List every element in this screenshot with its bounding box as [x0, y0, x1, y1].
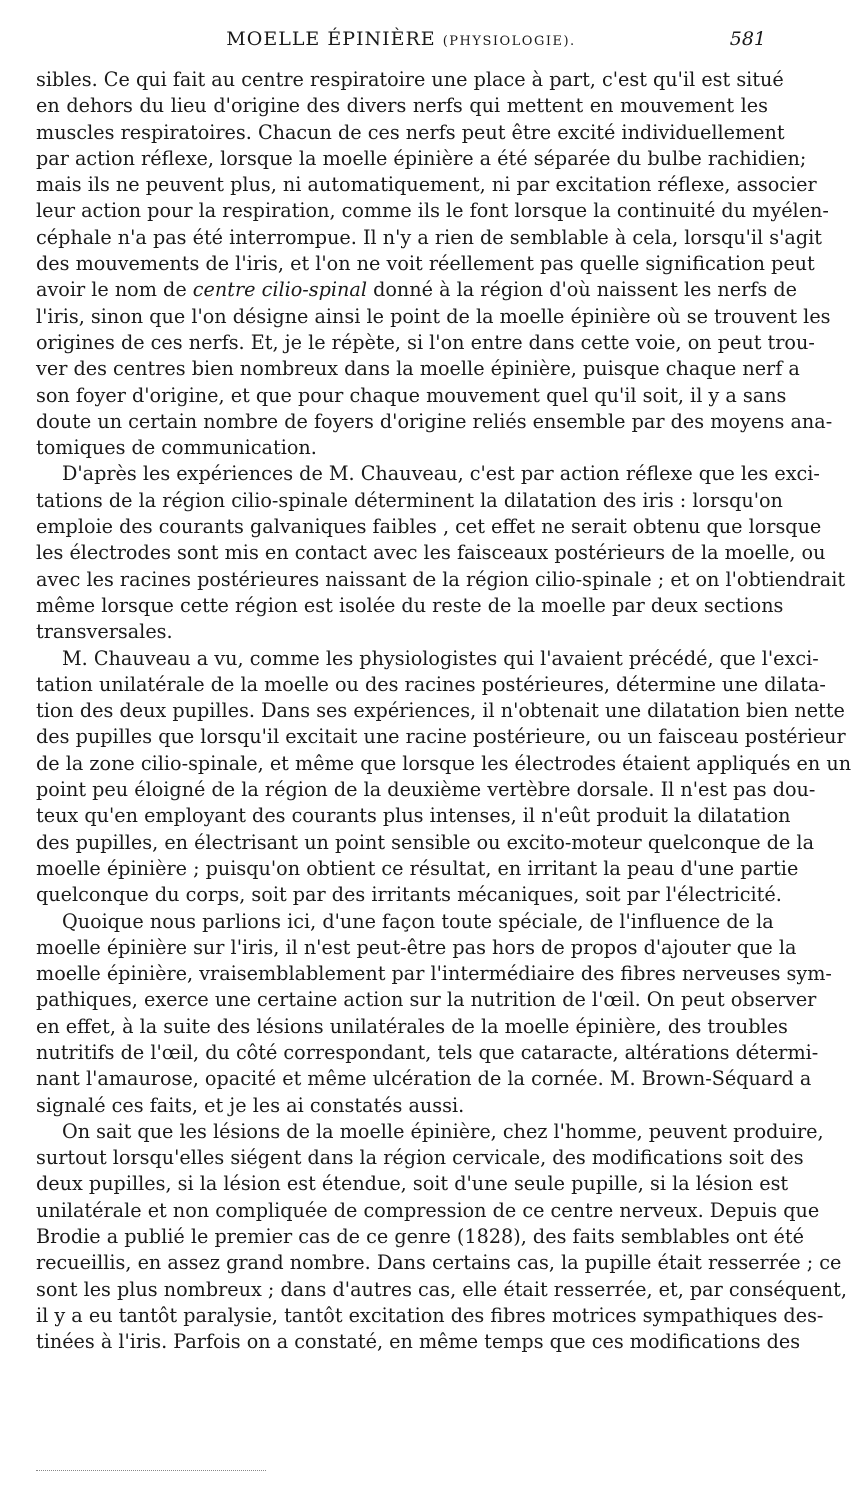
paragraph	[36, 909, 832, 1119]
page-number: 581	[729, 28, 766, 50]
running-title	[36, 28, 766, 50]
text-line: avec les racines postérieures naissant de la région cilio-spinale ; et on l'obtiendrait	[36, 567, 846, 591]
running-title-subtitle: (PHYSIOLOGIE).	[442, 34, 576, 49]
paragraph	[36, 1119, 847, 1356]
text-segment: avoir le nom de	[36, 278, 193, 302]
text-line: des pupilles, en électrisant un point sensible ou excito-moteur quelconque de la	[36, 830, 815, 854]
text-line: nant l'amaurose, opacité et même ulcération de la cornée. M. Brown-Séquard a	[36, 1067, 812, 1091]
text-line: tomiques de communication.	[36, 436, 317, 460]
text-line: mais ils ne peuvent plus, ni automatiquement, ni par excitation réflexe, associer	[36, 173, 817, 197]
text-line: par action réflexe, lorsque la moelle épinière a été séparée du bulbe rachidien;	[36, 146, 807, 170]
text-line: de la zone cilio-spinale, et même que lorsque les électrodes étaient appliqués en un	[36, 751, 851, 775]
paragraph	[36, 461, 846, 645]
footer-rule	[36, 1470, 266, 1471]
text-line: teux qu'en employant des courants plus intenses, il n'eût produit la dilatation	[36, 804, 791, 828]
paragraph	[36, 646, 851, 909]
text-line: transversales.	[36, 620, 173, 644]
text-line: point peu éloigné de la région de la deuxième vertèbre dorsale. Il n'est pas dou-	[36, 778, 816, 802]
text-line: céphale n'a pas été interrompue. Il n'y a rien de semblable à cela, lorsqu'il s'agit	[36, 225, 822, 249]
text-line: tation unilatérale de la moelle ou des racines postérieures, détermine une dilata-	[36, 672, 826, 696]
running-header	[36, 28, 766, 58]
text-line: moelle épinière, vraisemblablement par l'intermédiaire des fibres nerveuses sym-	[36, 962, 832, 986]
text-line: des pupilles que lorsqu'il excitait une racine postérieure, ou un faisceau postérieur	[36, 725, 846, 749]
text-line: Quoique nous parlions ici, d'une façon toute spéciale, de l'influence de la	[62, 909, 774, 933]
text-line: tations de la région cilio-spinale déterminent la dilatation des iris : lorsqu'on	[36, 488, 783, 512]
text-line: tinées à l'iris. Parfois on a constaté, en même temps que ces modifications des	[36, 1330, 801, 1354]
text-line: M. Chauveau a vu, comme les physiologistes qui l'avaient précédé, que l'exci-	[62, 646, 819, 670]
text-line: unilatérale et non compliquée de compression de ce centre nerveux. Depuis que	[36, 1198, 820, 1222]
text-line: moelle épinière ; puisqu'on obtient ce résultat, en irritant la peau d'une partie	[36, 856, 799, 880]
text-line: l'iris, sinon que l'on désigne ainsi le point de la moelle épinière où se trouvent les	[36, 304, 831, 328]
body-text	[36, 67, 851, 1356]
text-line: emploie des courants galvaniques faibles , cet effet ne serait obtenu que lorsque	[36, 515, 822, 539]
text-line: son foyer d'origine, et que pour chaque mouvement quel qu'il soit, il y a sans	[36, 383, 787, 407]
text-line: leur action pour la respiration, comme ils le font lorsque la continuité du myélen-	[36, 199, 829, 223]
text-line: muscles respiratoires. Chacun de ces nerfs peut être excité individuellement	[36, 120, 785, 144]
text-line	[36, 277, 797, 303]
text-line: signalé ces faits, et je les ai constatés aussi.	[36, 1093, 465, 1117]
running-title-main: MOELLE ÉPINIÈRE	[226, 28, 436, 50]
text-line: il y a eu tantôt paralysie, tantôt excitation des fibres motrices sympathiques des-	[36, 1303, 824, 1327]
text-line: On sait que les lésions de la moelle épinière, chez l'homme, peuvent produire,	[62, 1119, 824, 1143]
text-line: doute un certain nombre de foyers d'origine reliés ensemble par des moyens ana-	[36, 409, 833, 433]
text-line: surtout lorsqu'elles siégent dans la région cervicale, des modifications soit des	[36, 1146, 804, 1170]
text-line: deux pupilles, si la lésion est étendue, soit d'une seule pupille, si la lésion est	[36, 1172, 789, 1196]
text-line: même lorsque cette région est isolée du reste de la moelle par deux sections	[36, 593, 784, 617]
text-line: sibles. Ce qui fait au centre respiratoire une place à part, c'est qu'il est situé	[36, 68, 784, 91]
text-line: Brodie a publié le premier cas de ce genre (1828), des faits semblables ont été	[36, 1225, 804, 1249]
text-segment: donné à la région d'où naissent les nerfs de	[366, 278, 797, 302]
text-line: tion des deux pupilles. Dans ses expériences, il n'obtenait une dilatation bien nette	[36, 699, 845, 723]
text-line: D'après les expériences de M. Chauveau, c'est par action réflexe que les exci-	[62, 462, 820, 486]
text-line: origines de ces nerfs. Et, je le répète, si l'on entre dans cette voie, on peut trou-	[36, 330, 815, 354]
text-line: en dehors du lieu d'origine des divers nerfs qui mettent en mouvement les	[36, 94, 768, 118]
text-line: nutritifs de l'œil, du côté correspondant, tels que cataracte, altérations détermi-	[36, 1040, 819, 1064]
text-line: moelle épinière sur l'iris, il n'est peut-être pas hors de propos d'ajouter que la	[36, 935, 797, 959]
text-line: pathiques, exerce une certaine action sur la nutrition de l'œil. On peut observer	[36, 988, 817, 1012]
paragraph	[36, 67, 833, 461]
text-line: recueillis, en assez grand nombre. Dans certains cas, la pupille était resserrée ; ce	[36, 1251, 842, 1275]
text-line: en effet, à la suite des lésions unilatérales de la moelle épinière, des troubles	[36, 1014, 788, 1038]
text-line: quelconque du corps, soit par des irritants mécaniques, soit par l'électricité.	[36, 883, 782, 907]
text-line: les électrodes sont mis en contact avec les faisceaux postérieurs de la moelle, ou	[36, 541, 826, 565]
text-line: ver des centres bien nombreux dans la moelle épinière, puisque chaque nerf a	[36, 357, 800, 381]
italic-term: centre cilio-spinal	[192, 278, 367, 302]
text-line: sont les plus nombreux ; dans d'autres cas, elle était resserrée, et, par conséquent,	[36, 1277, 847, 1301]
text-line: des mouvements de l'iris, et l'on ne voit réellement pas quelle signification peut	[36, 252, 815, 276]
